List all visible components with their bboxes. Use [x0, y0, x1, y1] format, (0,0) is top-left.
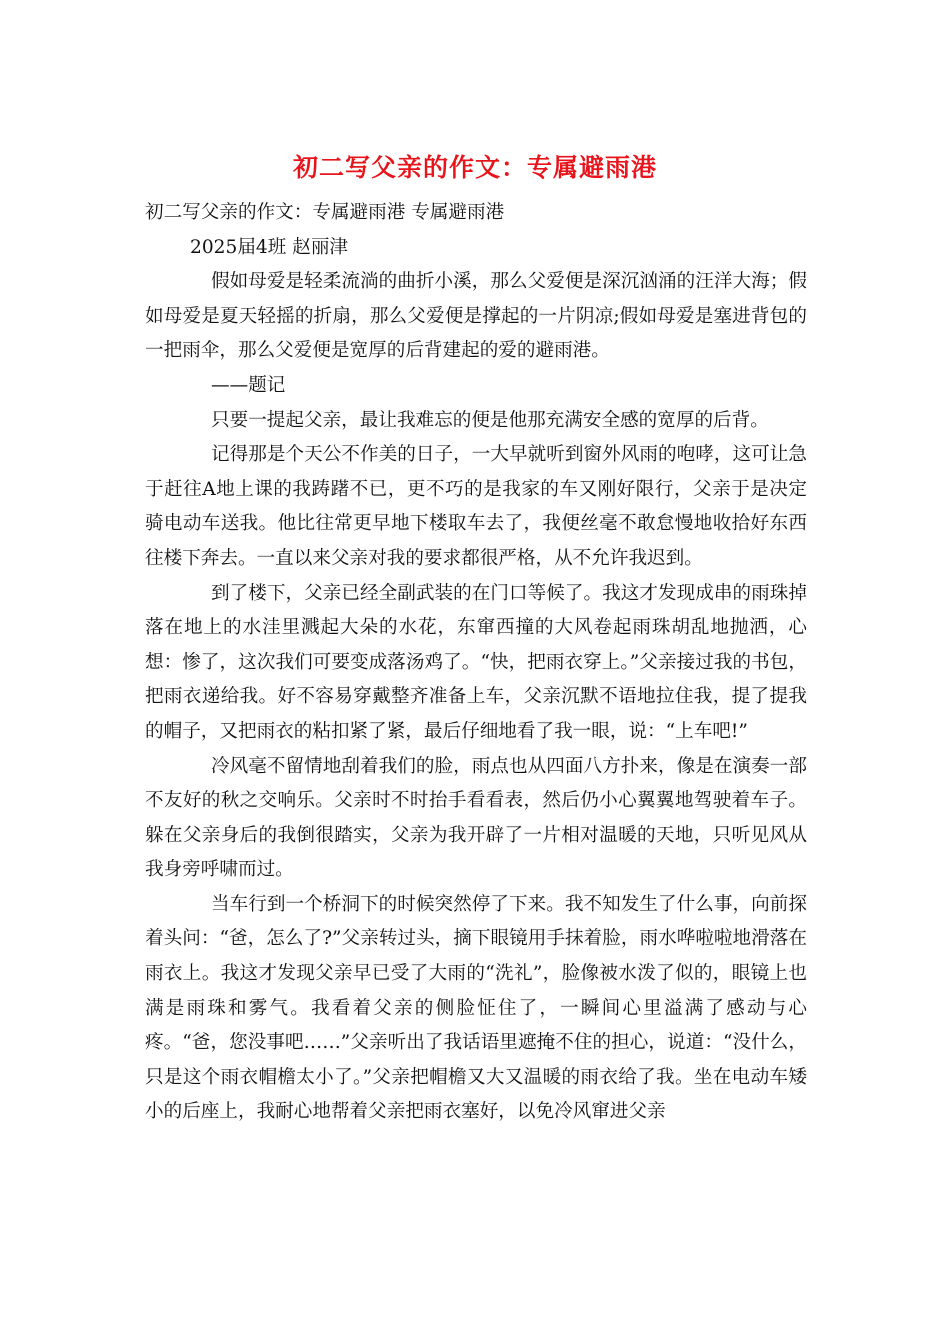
author-byline: 2025届4班 赵丽津 [190, 236, 349, 258]
paragraph: 记得那是个天公不作美的日子，一大早就听到窗外风雨的咆哮，这可让急于赶往A地上课的我踌躇不已，更不巧的是我家的车又刚好限行，父亲于是决定骑电动车送我。他比往常更早地下楼取车去了，我便丝毫不敢怠慢地收拾好东西往楼下奔去。一直以来父亲对我的要求都很严格，从不允许我迟到。 [145, 444, 807, 569]
document-body [145, 196, 807, 1130]
document-title: 初二写父亲的作文：专属避雨港 [292, 153, 657, 182]
paragraph: 只要一提起父亲，最让我难忘的便是他那充满安全感的宽厚的后背。 [211, 409, 769, 431]
paragraph: 到了楼下，父亲已经全副武装的在门口等候了。我这才发现成串的雨珠掉落在地上的水洼里溅起大朵的水花，东窜西撞的大风卷起雨珠胡乱地抛洒，心想：惨了，这次我们可要变成落汤鸡了。“快，把雨衣穿上。”父亲接过我的书包，把雨衣递给我。好不容易穿戴整齐准备上车，父亲沉默不语地拉住我，提了提我的帽子，又把雨衣的粘扣紧了紧，最后仔细地看了我一眼，说：“上车吧!” [145, 582, 807, 742]
epigraph-note: ——题记 [211, 374, 286, 396]
epigraph: 假如母爱是轻柔流淌的曲折小溪，那么父爱便是深沉汹涌的汪洋大海；假如母爱是夏天轻摇的折扇，那么父爱便是撑起的一片阴凉;假如母爱是塞进背包的一把雨伞，那么父爱便是宽厚的后背建起的爱的避雨港。 [145, 271, 807, 362]
document-subtitle: 初二写父亲的作文：专属避雨港 专属避雨港 [145, 202, 505, 223]
paragraph: 当车行到一个桥洞下的时候突然停了下来。我不知发生了什么事，向前探着头问：“爸，怎么了?”父亲转过头，摘下眼镜用手抹着脸，雨水哗啦啦地滑落在雨衣上。我这才发现父亲早已受了大雨的“洗礼”，脸像被水泼了似的，眼镜上也满是雨珠和雾气。我看着父亲的侧脸怔住了，一瞬间心里溢满了感动与心疼。“爸，您没事吧……”父亲听出了我话语里遮掩不住的担心，说道：“没什么，只是这个雨衣帽檐太小了。”父亲把帽檐又大又温暖的雨衣给了我。坐在电动车矮小的后座上，我耐心地帮着父亲把雨衣塞好，以免冷风窜进父亲 [145, 893, 807, 1123]
paragraph: 冷风毫不留情地刮着我们的脸，雨点也从四面八方扑来，像是在演奏一部不友好的秋之交响乐。父亲时不时抬手看看表，然后仍小心翼翼地驾驶着车子。躲在父亲身后的我倒很踏实，父亲为我开辟了一片相对温暖的天地，只听见风从我身旁呼啸而过。 [145, 755, 807, 881]
